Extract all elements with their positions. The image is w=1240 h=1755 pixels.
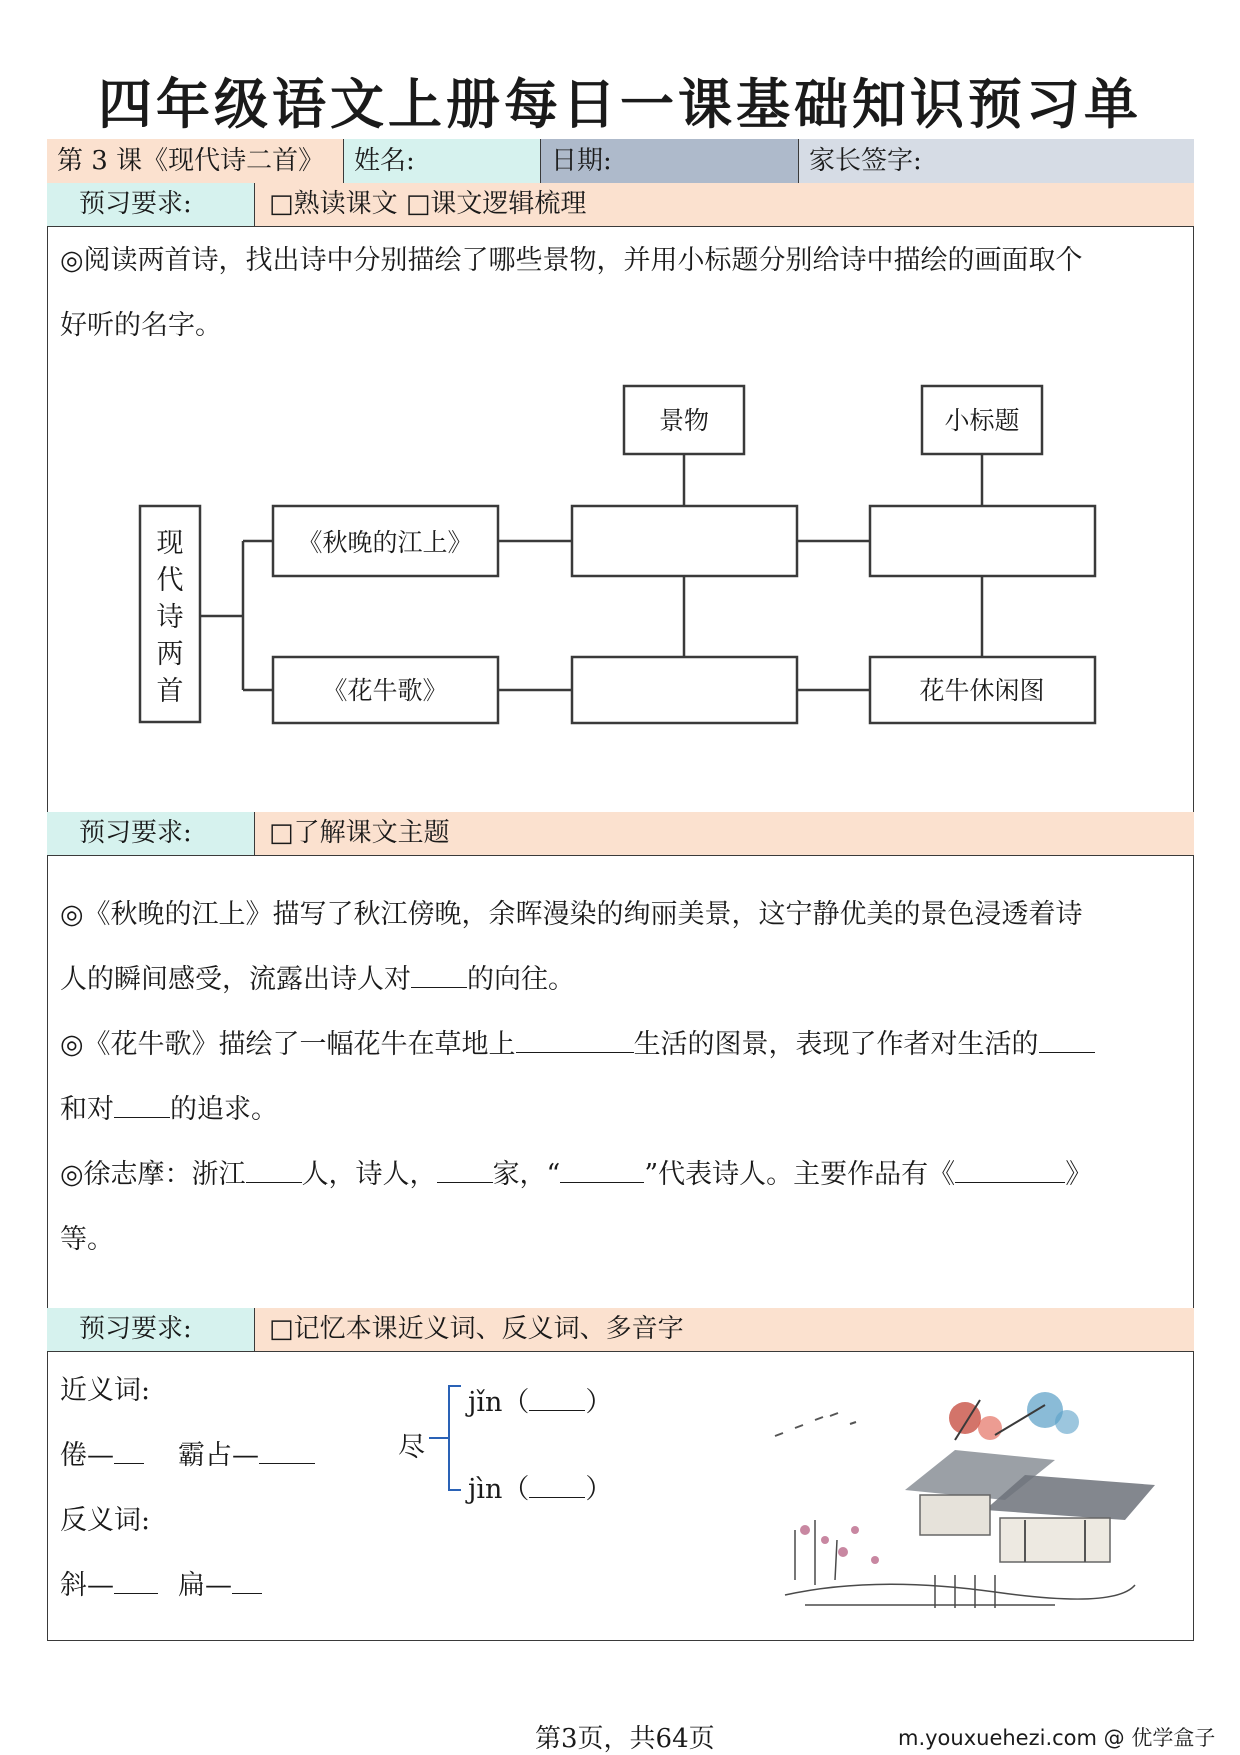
synonym-item [60, 1433, 144, 1472]
requirement-label: 预习要求: [47, 812, 255, 855]
fill-blank[interactable] [246, 1154, 302, 1183]
requirement-items[interactable]: □熟读课文 □课文逻辑梳理 [255, 183, 1194, 226]
theme-paragraph [60, 1077, 1185, 1142]
page-number: 第3页，共64页 [535, 1724, 715, 1754]
parent-signature-field[interactable]: 家长签字: [799, 139, 1194, 183]
requirement-items[interactable]: □了解课文主题 [255, 812, 1194, 855]
polyphone-char: 尽 [398, 1432, 425, 1463]
requirement-row-3 [47, 1308, 1194, 1351]
page-title: 四年级语文上册每日一课基础知识预习单 [98, 73, 1142, 136]
synonyms-label: 近义词: [60, 1375, 151, 1406]
theme-text: 家，“ [492, 1159, 561, 1190]
root-char: 代 [156, 565, 184, 596]
col1-header: 景物 [658, 406, 710, 435]
fill-blank[interactable] [955, 1154, 1065, 1183]
antonym-item [60, 1563, 158, 1602]
theme-text: 》 [1065, 1159, 1093, 1190]
requirement-label: 预习要求: [47, 1308, 255, 1351]
theme-paragraph [60, 882, 1185, 947]
poem1-label: 《秋晚的江上》 [297, 528, 473, 557]
brace-icon [425, 1380, 465, 1500]
fill-blank[interactable] [529, 1382, 585, 1411]
theme-paragraph [60, 1012, 1185, 1077]
lesson-cell: 第 3 课《现代诗二首》 [47, 139, 344, 183]
pinyin: jǐn（ [468, 1387, 530, 1418]
paren-close: ） [585, 1474, 613, 1505]
antonym-word: 斜— [60, 1570, 114, 1601]
col2-header: 小标题 [944, 406, 1020, 435]
theme-paragraph [60, 947, 1185, 1012]
pinyin: jìn（ [468, 1474, 530, 1505]
theme-text: 人，诗人， [301, 1159, 437, 1190]
theme-text: 人的瞬间感受，流露出诗人对 [60, 964, 411, 995]
paren-close: ） [585, 1387, 613, 1418]
requirement-row-2 [47, 812, 1194, 855]
antonyms-label: 反义词: [60, 1505, 151, 1536]
theme-text: 和对 [60, 1094, 114, 1125]
poem2-title-label: 花牛休闲图 [919, 676, 1045, 705]
instruction-line: ◎阅读两首诗，找出诗中分别描绘了哪些景物，并用小标题分别给诗中描绘的画面取个 [60, 245, 1083, 276]
theme-text: ◎《花牛歌》描绘了一幅花牛在草地上 [60, 1029, 516, 1060]
theme-text: 的向往。 [467, 964, 575, 995]
antonym-item [178, 1563, 262, 1602]
title-answer-box-1[interactable] [870, 506, 1095, 576]
theme-paragraph [60, 1142, 1185, 1207]
ink-painting-illustration [755, 1380, 1175, 1620]
fill-blank[interactable] [529, 1469, 585, 1498]
scenery-answer-box-2[interactable] [572, 657, 797, 723]
fill-blank[interactable] [114, 1565, 158, 1594]
root-char: 首 [156, 676, 184, 707]
fill-blank[interactable] [114, 1435, 144, 1464]
fill-blank[interactable] [259, 1435, 315, 1464]
synonym-word: 霸占— [178, 1440, 259, 1471]
requirement-label: 预习要求: [47, 183, 255, 226]
pinyin-line [468, 1467, 612, 1506]
theme-text: ◎《秋晚的江上》描写了秋江傍晚，余晖漫染的绚丽美景，这宁静优美的景色浸透着诗 [60, 899, 1083, 930]
root-char: 现 [156, 528, 184, 559]
theme-text: ”代表诗人。主要作品有《 [644, 1159, 956, 1190]
synonym-item [178, 1433, 315, 1472]
instruction-line: 好听的名字。 [60, 310, 222, 341]
antonym-word: 扁— [178, 1570, 232, 1601]
fill-blank[interactable] [232, 1565, 262, 1594]
theme-text: 生活的图景，表现了作者对生活的 [633, 1029, 1039, 1060]
pinyin-line [468, 1380, 612, 1419]
theme-text: ◎徐志摩：浙江 [60, 1159, 246, 1190]
requirement-items[interactable]: □记忆本课近义词、反义词、多音字 [255, 1308, 1194, 1351]
fill-blank[interactable] [516, 1024, 634, 1053]
divider [47, 1351, 1194, 1352]
fill-blank[interactable] [114, 1089, 170, 1118]
synonym-word: 倦— [60, 1440, 114, 1471]
site-watermark: m.youxuehezi.com @ 优学盒子 [898, 1726, 1216, 1750]
scenery-answer-box-1[interactable] [572, 506, 797, 576]
divider [47, 855, 1194, 856]
date-field[interactable]: 日期: [541, 139, 799, 183]
theme-text: 等。 [60, 1224, 114, 1255]
fill-blank[interactable] [411, 959, 467, 988]
name-field[interactable]: 姓名: [344, 139, 541, 183]
fill-blank[interactable] [560, 1154, 644, 1183]
fill-blank[interactable] [1039, 1024, 1095, 1053]
root-char: 两 [156, 639, 184, 670]
theme-text: 的追求。 [170, 1094, 278, 1125]
poem2-label: 《花牛歌》 [322, 676, 448, 705]
root-char: 诗 [156, 602, 184, 633]
fill-blank[interactable] [437, 1154, 493, 1183]
theme-paragraph [60, 1207, 1185, 1272]
